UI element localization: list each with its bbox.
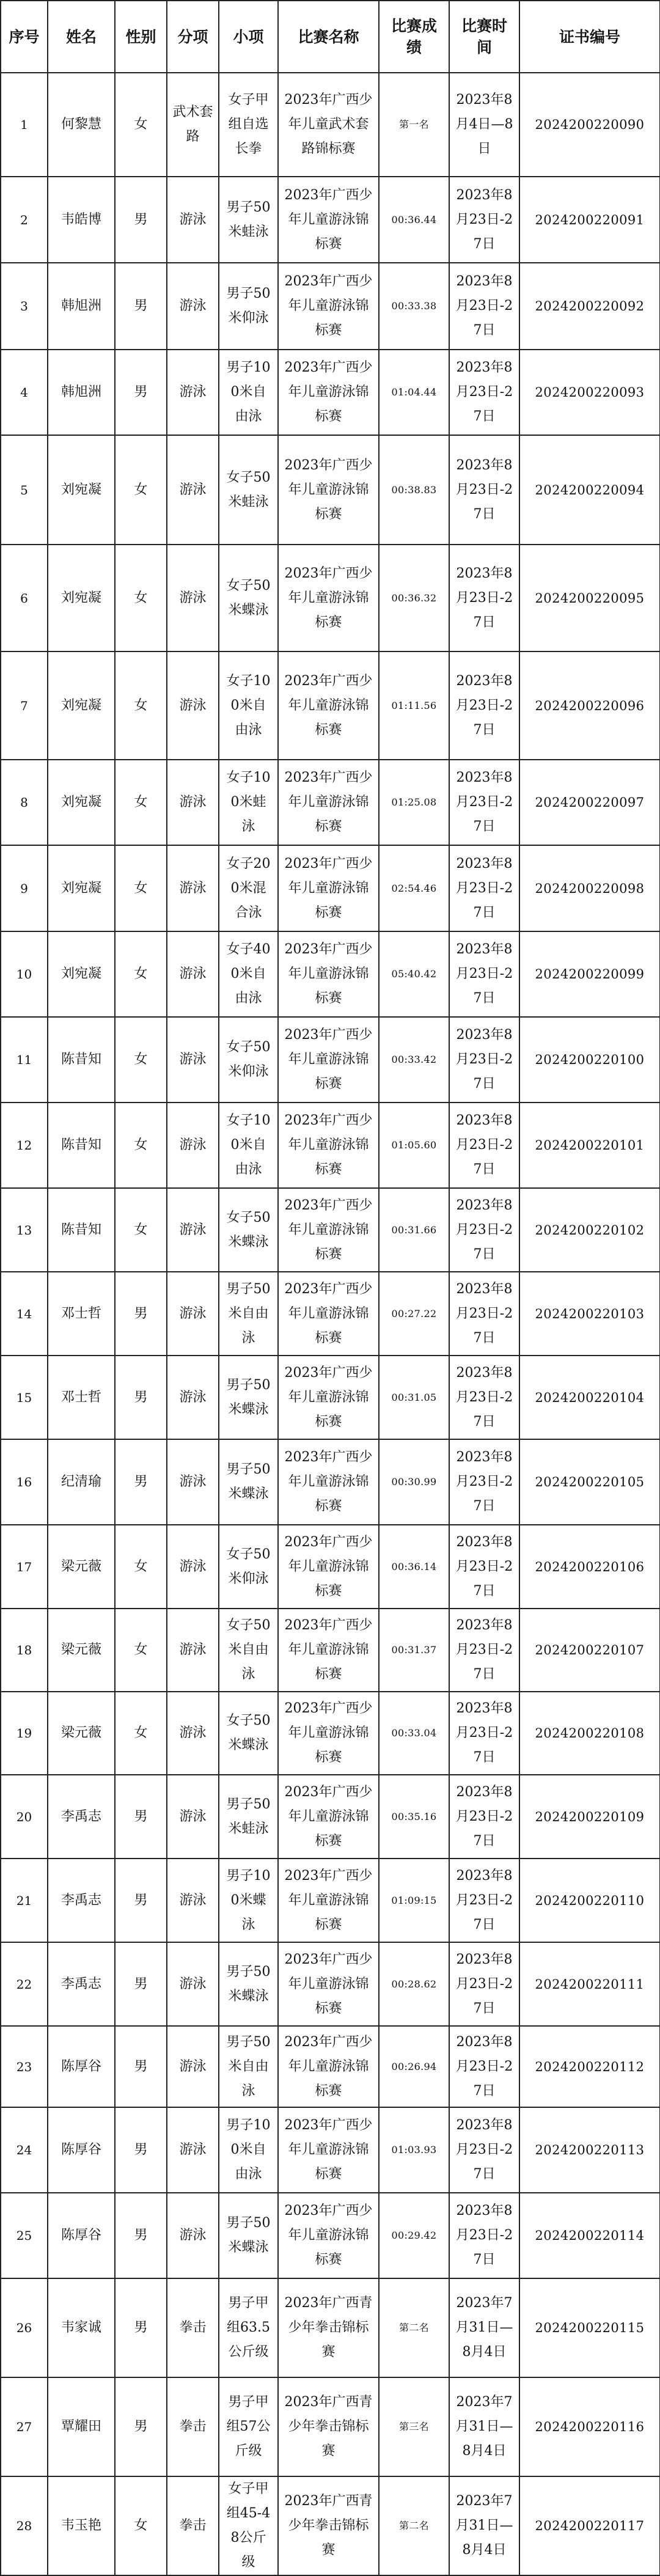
- table-row: [1, 435, 660, 545]
- cell-name: 陈厚谷: [48, 2026, 115, 2107]
- cell-result: 01:04.44: [379, 350, 449, 435]
- cell-seq: 18: [1, 1609, 48, 1692]
- cell-gender: 女: [115, 545, 167, 651]
- cell-category: 游泳: [167, 1103, 219, 1188]
- cell-event: 女子50米蝶泳: [219, 1692, 278, 1775]
- cell-competition: 2023年广西少年儿童游泳锦标赛: [278, 435, 379, 545]
- cell-cert: 2024200220106: [519, 1525, 660, 1609]
- cell-cert: 2024200220093: [519, 350, 660, 435]
- cell-category: 游泳: [167, 1439, 219, 1525]
- cell-date: 2023年8月23日-27日: [449, 760, 519, 845]
- cell-cert: 2024200220096: [519, 651, 660, 760]
- cell-seq: 14: [1, 1272, 48, 1356]
- cell-competition: 2023年广西少年儿童游泳锦标赛: [278, 263, 379, 350]
- cell-gender: 男: [115, 2377, 167, 2476]
- cell-date: 2023年8月23日-27日: [449, 1859, 519, 1942]
- header-event: 小项: [219, 1, 278, 73]
- cell-result: 00:36.32: [379, 545, 449, 651]
- cell-competition: 2023年广西少年儿童游泳锦标赛: [278, 350, 379, 435]
- table-row: [1, 1609, 660, 1692]
- table-row: [1, 2193, 660, 2278]
- cell-event: 男子50米自由泳: [219, 1272, 278, 1356]
- cell-result: 01:03.93: [379, 2107, 449, 2193]
- cell-gender: 女: [115, 1188, 167, 1272]
- cell-event: 女子甲组45-48公斤级: [219, 2476, 278, 2575]
- header-cert: 证书编号: [519, 1, 660, 73]
- cell-result: 00:30.99: [379, 1439, 449, 1525]
- cell-name: 刘宛凝: [48, 845, 115, 931]
- cell-seq: 24: [1, 2107, 48, 2193]
- cell-result: 05:40.42: [379, 931, 449, 1017]
- cell-category: 游泳: [167, 1272, 219, 1356]
- cell-category: 游泳: [167, 1017, 219, 1103]
- cell-gender: 男: [115, 1272, 167, 1356]
- cell-event: 女子100米自由泳: [219, 1103, 278, 1188]
- cell-result: 00:36.14: [379, 1525, 449, 1609]
- cell-seq: 25: [1, 2193, 48, 2278]
- cell-seq: 23: [1, 2026, 48, 2107]
- cell-cert: 2024200220092: [519, 263, 660, 350]
- cell-date: 2023年8月23日-27日: [449, 1272, 519, 1356]
- cell-category: 游泳: [167, 1609, 219, 1692]
- cell-date: 2023年8月23日-27日: [449, 1942, 519, 2026]
- table-row: [1, 1439, 660, 1525]
- cell-cert: 2024200220101: [519, 1103, 660, 1188]
- cell-name: 邓士哲: [48, 1272, 115, 1356]
- cell-category: 游泳: [167, 1775, 219, 1859]
- cell-result: 第一名: [379, 73, 449, 177]
- cell-seq: 16: [1, 1439, 48, 1525]
- cell-name: 邓士哲: [48, 1356, 115, 1439]
- cell-competition: 2023年广西少年儿童游泳锦标赛: [278, 2107, 379, 2193]
- cell-seq: 6: [1, 545, 48, 651]
- cell-category: 游泳: [167, 651, 219, 760]
- cell-date: 2023年7月31日—8月4日: [449, 2377, 519, 2476]
- cell-event: 女子50米蝶泳: [219, 545, 278, 651]
- cell-seq: 26: [1, 2278, 48, 2377]
- cell-competition: 2023年广西少年儿童游泳锦标赛: [278, 931, 379, 1017]
- cell-result: 第三名: [379, 2377, 449, 2476]
- cell-name: 刘宛凝: [48, 931, 115, 1017]
- cell-seq: 28: [1, 2476, 48, 2575]
- cell-event: 男子50米蝶泳: [219, 2193, 278, 2278]
- cell-category: 游泳: [167, 2026, 219, 2107]
- cell-event: 女子50米仰泳: [219, 1525, 278, 1609]
- cell-cert: 2024200220114: [519, 2193, 660, 2278]
- cell-seq: 12: [1, 1103, 48, 1188]
- header-gender: 性别: [115, 1, 167, 73]
- cell-gender: 女: [115, 1017, 167, 1103]
- table-row: [1, 1017, 660, 1103]
- cell-result: 00:35.16: [379, 1775, 449, 1859]
- table-row: [1, 2377, 660, 2476]
- cell-competition: 2023年广西青少年拳击锦标赛: [278, 2278, 379, 2377]
- cell-seq: 3: [1, 263, 48, 350]
- cell-gender: 男: [115, 177, 167, 263]
- table-row: [1, 1775, 660, 1859]
- header-category: 分项: [167, 1, 219, 73]
- cell-gender: 男: [115, 1439, 167, 1525]
- cell-event: 男子甲组57公斤级: [219, 2377, 278, 2476]
- cell-result: 00:33.42: [379, 1017, 449, 1103]
- cell-event: 男子100米自由泳: [219, 2107, 278, 2193]
- cell-name: 韦玉艳: [48, 2476, 115, 2575]
- table-row: [1, 1525, 660, 1609]
- cell-date: 2023年8月23日-27日: [449, 1775, 519, 1859]
- cell-category: 拳击: [167, 2278, 219, 2377]
- cell-category: 游泳: [167, 545, 219, 651]
- table-row: [1, 2278, 660, 2377]
- cell-gender: 女: [115, 1525, 167, 1609]
- cell-cert: 2024200220112: [519, 2026, 660, 2107]
- header-competition: 比赛名称: [278, 1, 379, 73]
- cell-event: 男子甲组63.5公斤级: [219, 2278, 278, 2377]
- cell-cert: 2024200220116: [519, 2377, 660, 2476]
- cell-event: 女子50米蝶泳: [219, 1188, 278, 1272]
- cell-cert: 2024200220117: [519, 2476, 660, 2575]
- cell-gender: 女: [115, 435, 167, 545]
- cell-name: 李禹志: [48, 1859, 115, 1942]
- cell-date: 2023年8月23日-27日: [449, 2107, 519, 2193]
- cell-event: 男子50米蝶泳: [219, 1356, 278, 1439]
- cell-gender: 男: [115, 263, 167, 350]
- table-row: [1, 1188, 660, 1272]
- cell-result: 第二名: [379, 2476, 449, 2575]
- cell-name: 陈厚谷: [48, 2107, 115, 2193]
- cell-category: 游泳: [167, 2193, 219, 2278]
- cell-result: 01:05.60: [379, 1103, 449, 1188]
- cell-category: 游泳: [167, 1692, 219, 1775]
- cell-date: 2023年7月31日—8月4日: [449, 2476, 519, 2575]
- cell-name: 李禹志: [48, 1942, 115, 2026]
- table-row: [1, 545, 660, 651]
- cell-category: 游泳: [167, 177, 219, 263]
- cell-date: 2023年8月23日-27日: [449, 350, 519, 435]
- cell-competition: 2023年广西少年儿童游泳锦标赛: [278, 651, 379, 760]
- cell-gender: 男: [115, 1356, 167, 1439]
- cell-gender: 女: [115, 73, 167, 177]
- cell-name: 韩旭洲: [48, 350, 115, 435]
- cell-event: 女子50米自由泳: [219, 1609, 278, 1692]
- table-row: [1, 2026, 660, 2107]
- cell-seq: 9: [1, 845, 48, 931]
- cell-cert: 2024200220095: [519, 545, 660, 651]
- cell-date: 2023年8月23日-27日: [449, 1439, 519, 1525]
- cell-seq: 5: [1, 435, 48, 545]
- cell-date: 2023年8月23日-27日: [449, 1356, 519, 1439]
- cell-result: 01:25.08: [379, 760, 449, 845]
- cell-date: 2023年8月23日-27日: [449, 2193, 519, 2278]
- cell-competition: 2023年广西青少年拳击锦标赛: [278, 2476, 379, 2575]
- table-row: [1, 2476, 660, 2575]
- cell-cert: 2024200220115: [519, 2278, 660, 2377]
- cell-gender: 男: [115, 2026, 167, 2107]
- cell-event: 男子100米自由泳: [219, 350, 278, 435]
- table-row: [1, 73, 660, 177]
- cell-cert: 2024200220100: [519, 1017, 660, 1103]
- cell-result: 00:31.37: [379, 1609, 449, 1692]
- cell-cert: 2024200220107: [519, 1609, 660, 1692]
- cell-date: 2023年8月23日-27日: [449, 1103, 519, 1188]
- cell-category: 游泳: [167, 1188, 219, 1272]
- cell-seq: 15: [1, 1356, 48, 1439]
- cell-seq: 7: [1, 651, 48, 760]
- table-body: [1, 73, 660, 2575]
- cell-event: 男子100米蝶泳: [219, 1859, 278, 1942]
- cell-gender: 女: [115, 845, 167, 931]
- cell-result: 00:31.05: [379, 1356, 449, 1439]
- table-row: [1, 845, 660, 931]
- cell-result: 00:36.44: [379, 177, 449, 263]
- cell-name: 梁元薇: [48, 1525, 115, 1609]
- cell-event: 男子50米仰泳: [219, 263, 278, 350]
- cell-gender: 男: [115, 2193, 167, 2278]
- cell-cert: 2024200220104: [519, 1356, 660, 1439]
- table-row: [1, 177, 660, 263]
- cell-category: 游泳: [167, 1356, 219, 1439]
- cell-gender: 女: [115, 931, 167, 1017]
- cell-name: 陈昔知: [48, 1017, 115, 1103]
- cell-date: 2023年8月23日-27日: [449, 435, 519, 545]
- cell-seq: 20: [1, 1775, 48, 1859]
- cell-date: 2023年8月23日-27日: [449, 2026, 519, 2107]
- cell-gender: 女: [115, 760, 167, 845]
- table-row: [1, 2107, 660, 2193]
- cell-category: 游泳: [167, 1859, 219, 1942]
- header-result: 比赛成绩: [379, 1, 449, 73]
- cell-category: 游泳: [167, 435, 219, 545]
- cell-competition: 2023年广西少年儿童武术套路锦标赛: [278, 73, 379, 177]
- cell-name: 陈厚谷: [48, 2193, 115, 2278]
- table-row: [1, 1356, 660, 1439]
- cell-result: 00:38.83: [379, 435, 449, 545]
- table-row: [1, 1692, 660, 1775]
- table-row: [1, 1103, 660, 1188]
- cell-cert: 2024200220103: [519, 1272, 660, 1356]
- cell-gender: 男: [115, 1859, 167, 1942]
- table-row: [1, 263, 660, 350]
- cell-cert: 2024200220097: [519, 760, 660, 845]
- cell-date: 2023年8月23日-27日: [449, 1609, 519, 1692]
- cell-date: 2023年8月23日-27日: [449, 1692, 519, 1775]
- cell-result: 00:29.42: [379, 2193, 449, 2278]
- cell-seq: 17: [1, 1525, 48, 1609]
- cell-competition: 2023年广西少年儿童游泳锦标赛: [278, 1439, 379, 1525]
- cell-gender: 男: [115, 2107, 167, 2193]
- cell-category: 游泳: [167, 263, 219, 350]
- cell-result: 00:33.04: [379, 1692, 449, 1775]
- cell-seq: 22: [1, 1942, 48, 2026]
- cell-date: 2023年8月23日-27日: [449, 263, 519, 350]
- cell-seq: 19: [1, 1692, 48, 1775]
- cell-date: 2023年8月23日-27日: [449, 545, 519, 651]
- header-date: 比赛时间: [449, 1, 519, 73]
- header-name: 姓名: [48, 1, 115, 73]
- cell-competition: 2023年广西少年儿童游泳锦标赛: [278, 2026, 379, 2107]
- cell-category: 游泳: [167, 1942, 219, 2026]
- cell-result: 第二名: [379, 2278, 449, 2377]
- cell-cert: 2024200220091: [519, 177, 660, 263]
- cell-event: 女子200米混合泳: [219, 845, 278, 931]
- cell-gender: 男: [115, 1775, 167, 1859]
- cell-gender: 男: [115, 2278, 167, 2377]
- cell-competition: 2023年广西少年儿童游泳锦标赛: [278, 1859, 379, 1942]
- cell-event: 男子50米蝶泳: [219, 1439, 278, 1525]
- cell-cert: 2024200220098: [519, 845, 660, 931]
- cell-cert: 2024200220113: [519, 2107, 660, 2193]
- cell-date: 2023年8月23日-27日: [449, 177, 519, 263]
- cell-event: 男子50米蛙泳: [219, 177, 278, 263]
- cell-category: 拳击: [167, 2377, 219, 2476]
- cell-event: 女子50米蛙泳: [219, 435, 278, 545]
- cell-name: 刘宛凝: [48, 651, 115, 760]
- table-row: [1, 651, 660, 760]
- cell-seq: 21: [1, 1859, 48, 1942]
- cell-date: 2023年7月31日—8月4日: [449, 2278, 519, 2377]
- cell-gender: 女: [115, 651, 167, 760]
- cell-cert: 2024200220108: [519, 1692, 660, 1775]
- cell-competition: 2023年广西少年儿童游泳锦标赛: [278, 1103, 379, 1188]
- cell-name: 梁元薇: [48, 1609, 115, 1692]
- cell-category: 游泳: [167, 760, 219, 845]
- cell-name: 陈昔知: [48, 1188, 115, 1272]
- cell-event: 男子50米自由泳: [219, 2026, 278, 2107]
- cell-event: 男子50米蛙泳: [219, 1775, 278, 1859]
- cell-result: 00:26.94: [379, 2026, 449, 2107]
- cell-name: 韦家诚: [48, 2278, 115, 2377]
- table-row: [1, 1272, 660, 1356]
- cell-competition: 2023年广西少年儿童游泳锦标赛: [278, 1272, 379, 1356]
- cell-name: 刘宛凝: [48, 545, 115, 651]
- cell-seq: 27: [1, 2377, 48, 2476]
- cell-name: 梁元薇: [48, 1692, 115, 1775]
- cell-category: 游泳: [167, 845, 219, 931]
- cell-seq: 10: [1, 931, 48, 1017]
- cell-result: 01:09:15: [379, 1859, 449, 1942]
- cell-category: 游泳: [167, 1525, 219, 1609]
- cell-category: 武术套路: [167, 73, 219, 177]
- cell-cert: 2024200220109: [519, 1775, 660, 1859]
- cell-name: 何黎慧: [48, 73, 115, 177]
- cell-date: 2023年8月23日-27日: [449, 1017, 519, 1103]
- cell-event: 女子甲组自选长拳: [219, 73, 278, 177]
- table-row: [1, 760, 660, 845]
- cell-seq: 4: [1, 350, 48, 435]
- cell-date: 2023年8月4日—8日: [449, 73, 519, 177]
- cell-date: 2023年8月23日-27日: [449, 931, 519, 1017]
- cell-cert: 2024200220099: [519, 931, 660, 1017]
- cell-gender: 男: [115, 1942, 167, 2026]
- cell-seq: 2: [1, 177, 48, 263]
- cell-category: 游泳: [167, 931, 219, 1017]
- cell-event: 男子50米蝶泳: [219, 1942, 278, 2026]
- cell-competition: 2023年广西少年儿童游泳锦标赛: [278, 1942, 379, 2026]
- cell-gender: 女: [115, 1609, 167, 1692]
- cell-name: 刘宛凝: [48, 435, 115, 545]
- cell-name: 覃耀田: [48, 2377, 115, 2476]
- cell-date: 2023年8月23日-27日: [449, 845, 519, 931]
- cell-seq: 8: [1, 760, 48, 845]
- cell-category: 游泳: [167, 350, 219, 435]
- cell-gender: 女: [115, 2476, 167, 2575]
- cell-name: 韦皓博: [48, 177, 115, 263]
- header-seq: 序号: [1, 1, 48, 73]
- cell-cert: 2024200220105: [519, 1439, 660, 1525]
- cell-result: 00:33.38: [379, 263, 449, 350]
- cell-competition: 2023年广西少年儿童游泳锦标赛: [278, 2193, 379, 2278]
- cell-event: 女子50米仰泳: [219, 1017, 278, 1103]
- table-row: [1, 931, 660, 1017]
- cell-date: 2023年8月23日-27日: [449, 1525, 519, 1609]
- cell-result: 00:31.66: [379, 1188, 449, 1272]
- cell-competition: 2023年广西少年儿童游泳锦标赛: [278, 760, 379, 845]
- cell-seq: 1: [1, 73, 48, 177]
- table-row: [1, 350, 660, 435]
- cell-seq: 11: [1, 1017, 48, 1103]
- cell-date: 2023年8月23日-27日: [449, 651, 519, 760]
- cell-competition: 2023年广西少年儿童游泳锦标赛: [278, 1525, 379, 1609]
- cell-cert: 2024200220090: [519, 73, 660, 177]
- cell-competition: 2023年广西少年儿童游泳锦标赛: [278, 545, 379, 651]
- cell-result: 00:27.22: [379, 1272, 449, 1356]
- table-row: [1, 1942, 660, 2026]
- cell-event: 女子400米自由泳: [219, 931, 278, 1017]
- cell-competition: 2023年广西少年儿童游泳锦标赛: [278, 845, 379, 931]
- cell-gender: 女: [115, 1692, 167, 1775]
- cell-competition: 2023年广西少年儿童游泳锦标赛: [278, 1356, 379, 1439]
- cell-name: 陈昔知: [48, 1103, 115, 1188]
- cell-cert: 2024200220102: [519, 1188, 660, 1272]
- cell-cert: 2024200220111: [519, 1942, 660, 2026]
- cell-competition: 2023年广西青少年拳击锦标赛: [278, 2377, 379, 2476]
- cell-competition: 2023年广西少年儿童游泳锦标赛: [278, 1692, 379, 1775]
- cell-competition: 2023年广西少年儿童游泳锦标赛: [278, 1775, 379, 1859]
- cell-competition: 2023年广西少年儿童游泳锦标赛: [278, 1609, 379, 1692]
- cell-name: 刘宛凝: [48, 760, 115, 845]
- cell-category: 游泳: [167, 2107, 219, 2193]
- cell-name: 李禹志: [48, 1775, 115, 1859]
- cell-gender: 女: [115, 1103, 167, 1188]
- cell-name: 韩旭洲: [48, 263, 115, 350]
- cell-cert: 2024200220094: [519, 435, 660, 545]
- table-row: [1, 1859, 660, 1942]
- cell-result: 01:11.56: [379, 651, 449, 760]
- cell-seq: 13: [1, 1188, 48, 1272]
- cell-event: 女子100米自由泳: [219, 651, 278, 760]
- cell-competition: 2023年广西少年儿童游泳锦标赛: [278, 1188, 379, 1272]
- cell-cert: 2024200220110: [519, 1859, 660, 1942]
- cell-date: 2023年8月23日-27日: [449, 1188, 519, 1272]
- header-row: [1, 1, 660, 73]
- cell-category: 拳击: [167, 2476, 219, 2575]
- cell-name: 纪清瑜: [48, 1439, 115, 1525]
- cell-result: 00:28.62: [379, 1942, 449, 2026]
- cell-event: 女子100米蛙泳: [219, 760, 278, 845]
- cell-gender: 男: [115, 350, 167, 435]
- cell-competition: 2023年广西少年儿童游泳锦标赛: [278, 177, 379, 263]
- cell-result: 02:54.46: [379, 845, 449, 931]
- cell-competition: 2023年广西少年儿童游泳锦标赛: [278, 1017, 379, 1103]
